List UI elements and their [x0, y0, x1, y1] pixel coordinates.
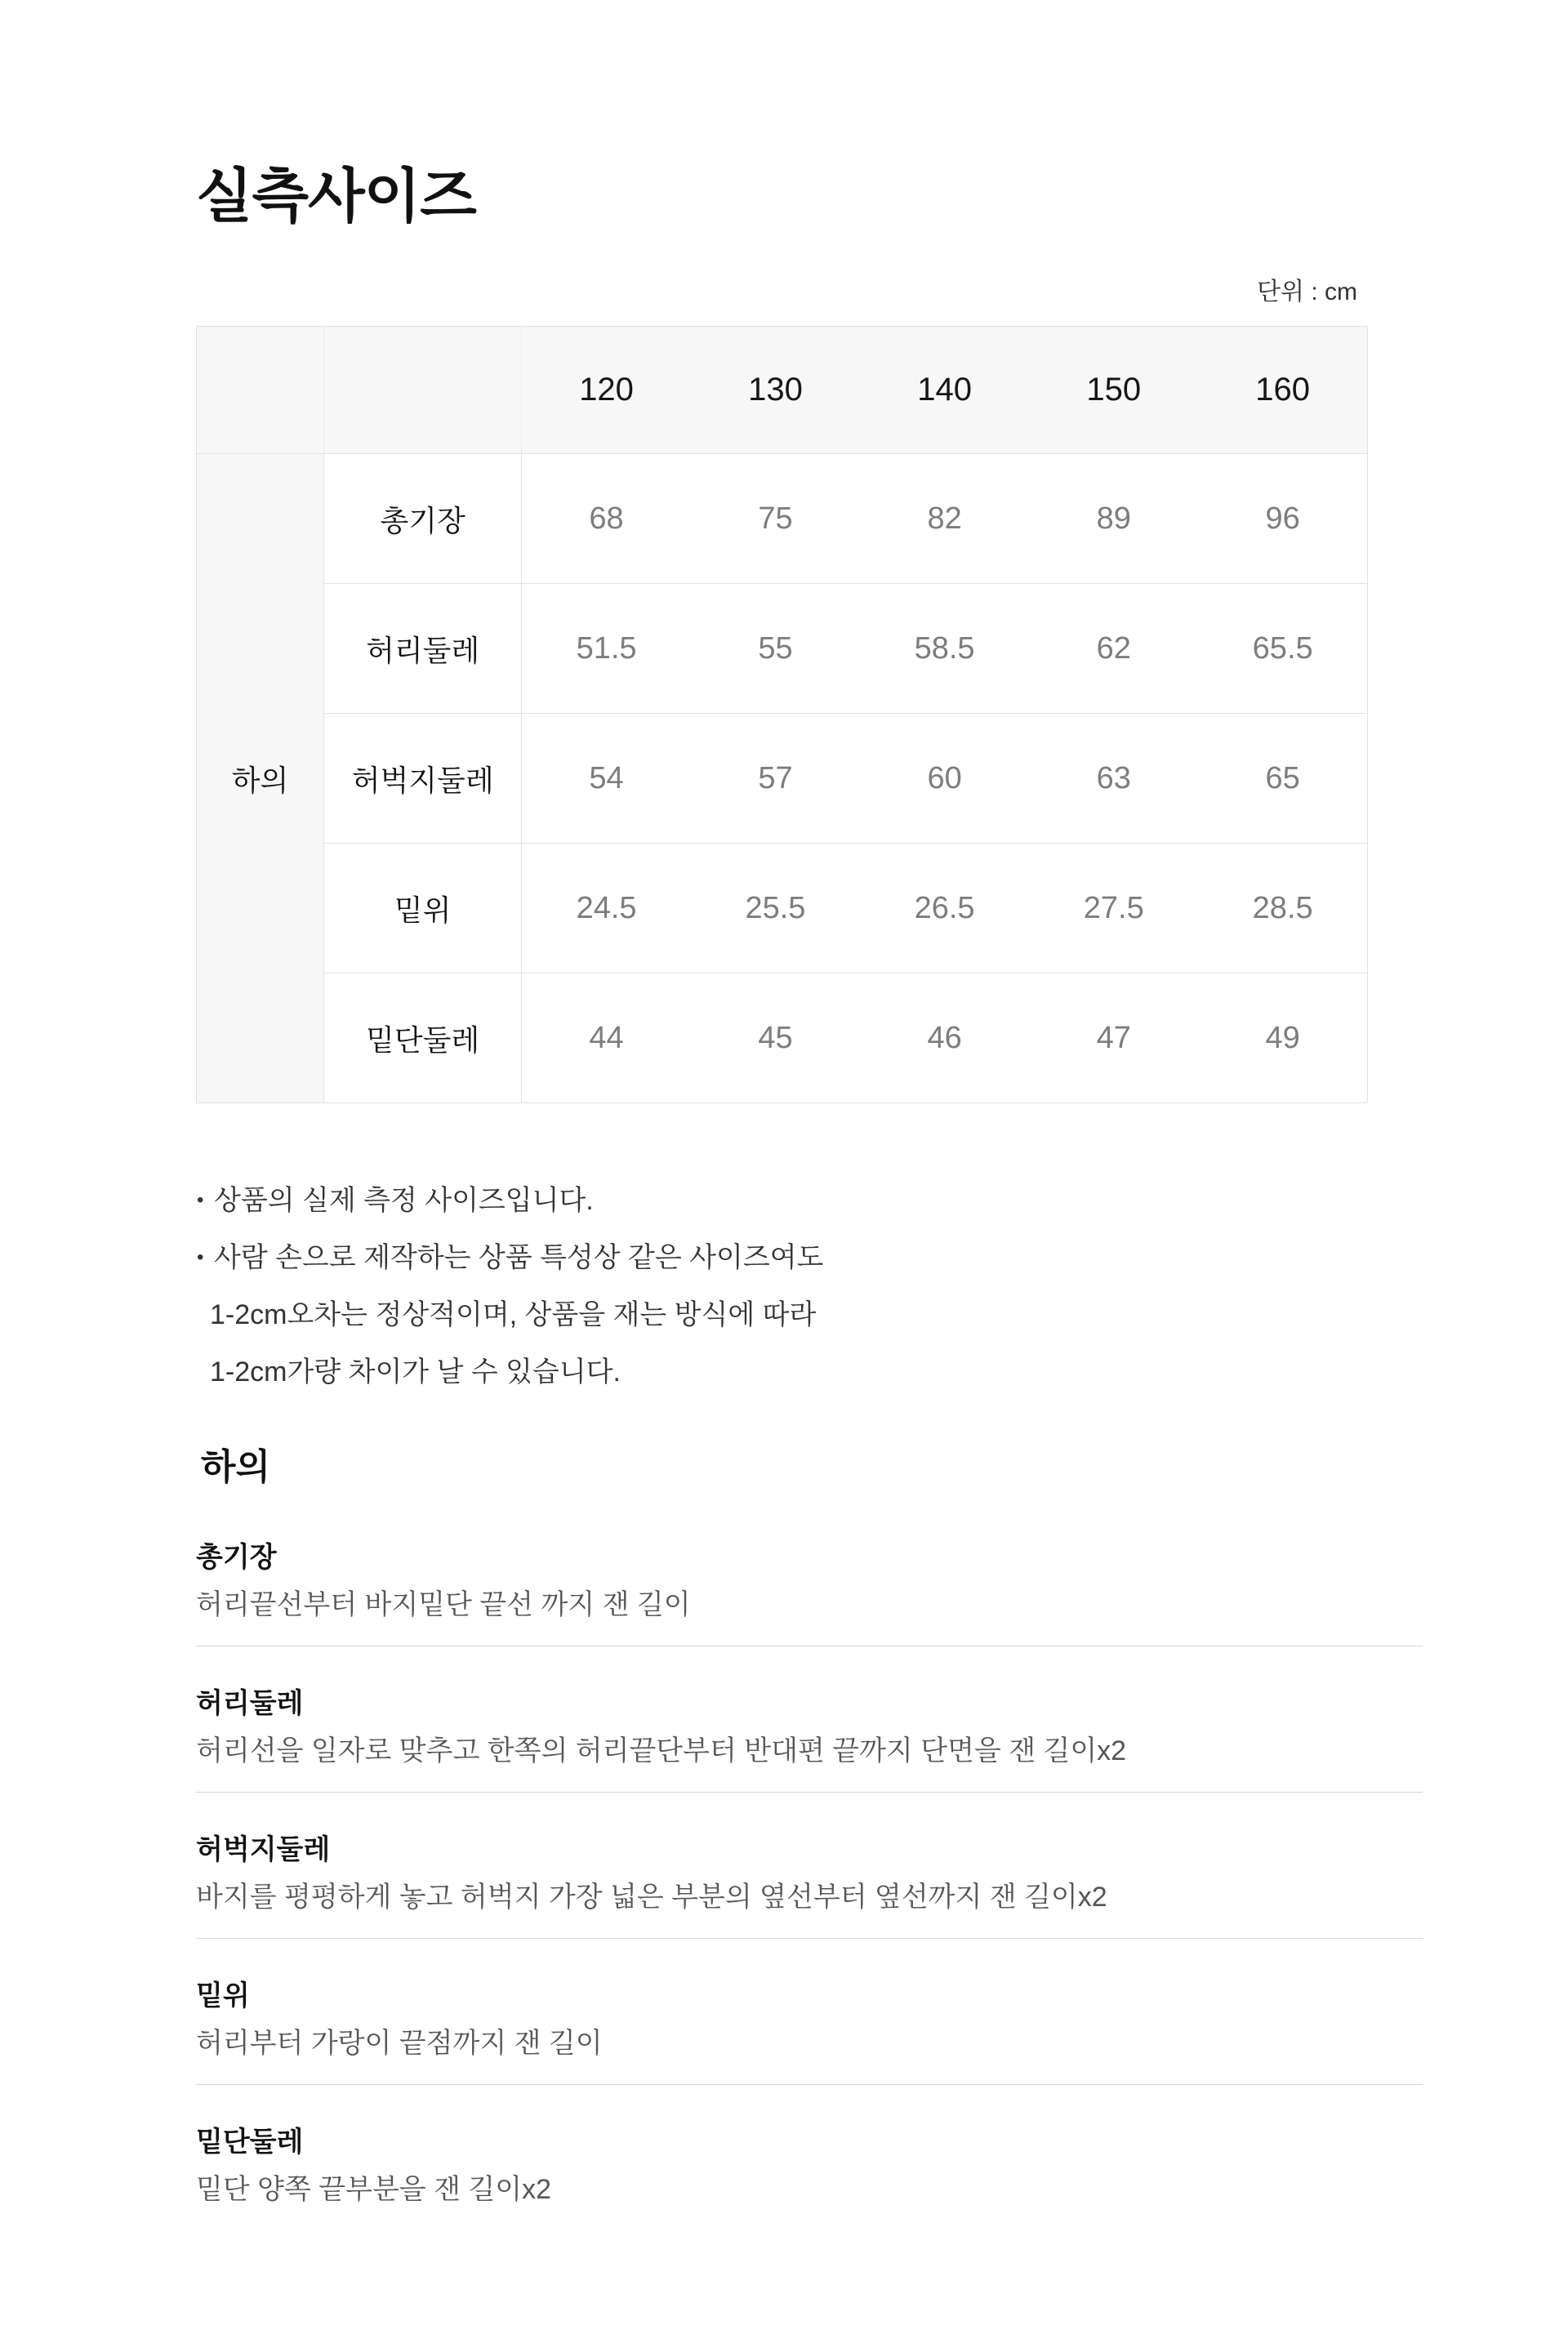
size-header-row: [197, 327, 1368, 454]
size-table: [196, 326, 1368, 1103]
header-empty-label-cell: [324, 327, 522, 454]
size-column-header: 130: [691, 327, 860, 454]
definition-term: 밑위: [196, 1980, 250, 2011]
size-column-header: 140: [860, 327, 1029, 454]
note-text: 상품의 실제 측정 사이즈입니다.: [214, 1185, 594, 1216]
unit-label: 단위 : cm: [1257, 278, 1357, 305]
value-cell: 28.5: [1198, 844, 1367, 973]
definition-item: [196, 1684, 1423, 1793]
row-label: 허벅지둘레: [324, 714, 522, 844]
definition-item: [196, 1976, 1423, 2085]
size-column-header: 120: [522, 327, 691, 454]
value-cell: 68: [522, 454, 691, 584]
value-cell: 24.5: [522, 844, 691, 973]
definition-term: 총기장: [196, 1542, 277, 1573]
definition-item: [196, 1830, 1423, 1939]
definition-description: 허리끝선부터 바지밑단 끝선 까지 잰 길이: [196, 1589, 691, 1620]
bullet-icon: •: [197, 1189, 204, 1211]
table-row: [197, 973, 1368, 1103]
glossary-heading: 하의: [201, 1447, 271, 1487]
value-cell: 57: [691, 714, 860, 844]
row-label: 밑위: [324, 844, 522, 973]
note-text: 1-2cm오차는 정상적이며, 상품을 재는 방식에 따라: [210, 1299, 817, 1330]
size-column-header: 160: [1198, 327, 1367, 454]
note-text: 1-2cm가량 차이가 날 수 있습니다.: [210, 1356, 621, 1388]
value-cell: 25.5: [691, 844, 860, 973]
value-cell: 89: [1029, 454, 1198, 584]
value-cell: 26.5: [860, 844, 1029, 973]
row-label: 총기장: [324, 454, 522, 584]
definition-term: 밑단둘레: [196, 2127, 304, 2158]
group-cell: 하의: [197, 454, 324, 1103]
page-content: [196, 0, 1423, 2209]
value-cell: 47: [1029, 973, 1198, 1103]
value-cell: 75: [691, 454, 860, 584]
value-cell: 46: [860, 973, 1029, 1103]
table-row: [197, 584, 1368, 714]
value-cell: 62: [1029, 584, 1198, 714]
notes-list: [196, 1172, 1423, 1401]
definitions-list: [196, 1538, 1423, 2209]
divider: [196, 2084, 1423, 2085]
value-cell: 49: [1198, 973, 1367, 1103]
definition-term: 허리둘레: [196, 1688, 304, 1719]
definition-description: 허리선을 일자로 맞추고 한쪽의 허리끝단부터 반대편 끝까지 단면을 잰 길이x2: [196, 1735, 1127, 1766]
bullet-icon: •: [197, 1246, 204, 1268]
note-item: [196, 1172, 1423, 1229]
table-row: [197, 714, 1368, 844]
value-cell: 45: [691, 973, 860, 1103]
definition-description: 허리부터 가랑이 끝점까지 잰 길이: [196, 2028, 603, 2059]
size-column-header: 150: [1029, 327, 1198, 454]
value-cell: 60: [860, 714, 1029, 844]
page-title: 실측사이즈: [196, 164, 476, 229]
value-cell: 96: [1198, 454, 1367, 584]
value-cell: 58.5: [860, 584, 1029, 714]
value-cell: 82: [860, 454, 1029, 584]
definition-description: 밑단 양쪽 끝부분을 잰 길이x2: [196, 2174, 551, 2205]
note-text: 사람 손으로 제작하는 상품 특성상 같은 사이즈여도: [214, 1242, 824, 1273]
value-cell: 65: [1198, 714, 1367, 844]
value-cell: 55: [691, 584, 860, 714]
note-item: [196, 1343, 1423, 1401]
table-row: [197, 454, 1368, 584]
size-table-wrap: [196, 326, 1368, 1103]
definition-item: [196, 1538, 1423, 1646]
definition-description: 바지를 평평하게 놓고 허벅지 가장 넓은 부분의 옆선부터 옆선까지 잰 길이x2: [196, 1882, 1107, 1913]
value-cell: 51.5: [522, 584, 691, 714]
value-cell: 44: [522, 973, 691, 1103]
table-row: [197, 844, 1368, 973]
value-cell: 54: [522, 714, 691, 844]
definition-item: [196, 2123, 1423, 2209]
note-item: [196, 1229, 1423, 1286]
value-cell: 27.5: [1029, 844, 1198, 973]
divider: [196, 1938, 1423, 1939]
row-label: 밑단둘레: [324, 973, 522, 1103]
header-empty-group-cell: [197, 327, 324, 454]
row-label: 허리둘레: [324, 584, 522, 714]
value-cell: 63: [1029, 714, 1198, 844]
definition-term: 허벅지둘레: [196, 1834, 331, 1865]
value-cell: 65.5: [1198, 584, 1367, 714]
divider: [196, 1792, 1423, 1793]
note-item: [196, 1286, 1423, 1343]
